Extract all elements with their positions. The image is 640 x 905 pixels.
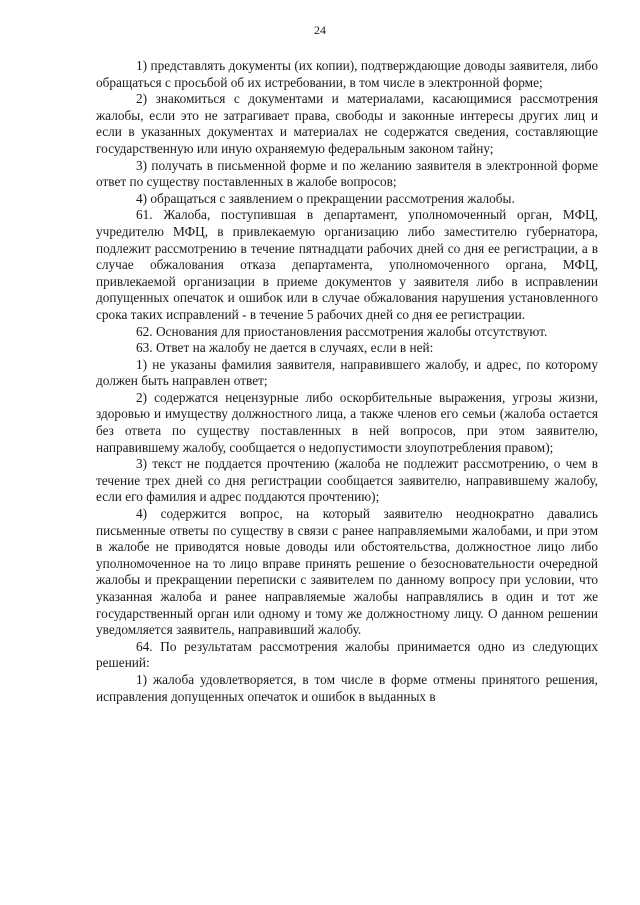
paragraph-3-receive-answer: 3) получать в письменной форме и по желанию заявителя в электронной форме ответ по существу поставленных в жалобе вопросов;	[96, 157, 598, 190]
paragraph-1-documents: 1) представлять документы (их копии), подтверждающие доводы заявителя, либо обращаться с просьбой об их истребовании, в том числе в электронной форме;	[96, 58, 598, 90]
clause-64-item-1: 1) жалоба удовлетворяется, в том числе в форме отмены принятого решения, исправления допущенных опечаток и ошибок в выданных в	[96, 671, 598, 704]
paragraph-2-familiarize: 2) знакомиться с документами и материалами, касающимися рассмотрения жалобы, если это не затрагивает права, свободы и законные интересы других лиц и если в указанных документах и материалах не содержатся сведения, составляющие государственную или иную охраняемую федеральным законом тайну;	[96, 91, 598, 156]
clause-63-item-3: 3) текст не поддается прочтению (жалоба не подлежит рассмотрению, о чем в течение трех дней со дня регистрации сообщается заявителю, направившему жалобу, если его фамилия и адрес поддаются прочтению);	[96, 456, 598, 505]
page-number: 24	[314, 23, 326, 37]
clause-61: 61. Жалоба, поступившая в департамент, уполномоченный орган, МФЦ, учредителю МФЦ, в привлекаемую организацию либо заместителю губернатора, подлежит рассмотрению в течение пятнадцати рабочих дней со дня ее регистрации, а в случае обжалования отказа департамента, уполномоченного органа, МФЦ, привлекаемой организации в приеме документов у заявителя либо в исправлении допущенных опечаток и ошибок или в случае обжалования нарушения установленного срока таких исправлений - в течение 5 рабочих дней со дня ее регистрации.	[96, 207, 598, 322]
clause-64: 64. По результатам рассмотрения жалобы принимается одно из следующих решений:	[96, 638, 598, 671]
clause-63-item-1: 1) не указаны фамилия заявителя, направившего жалобу, и адрес, по которому должен быть направлен ответ;	[96, 356, 598, 389]
clause-63-item-4: 4) содержится вопрос, на который заявителю неоднократно давались письменные ответы по существу в связи с ранее направляемыми жалобами, и при этом в жалобе не приводятся новые доводы или обстоятельства, должностное лицо либо уполномоченное на то лицо вправе принять решение о безосновательности очередной жалобы и прекращении переписки с заявителем по данному вопросу при условии, что указанная жалоба и ранее направляемые жалобы направлялись в один и тот же государственный орган или одному и тому же должностному лицу. О данном решении уведомляется заявитель, направивший жалобу.	[96, 506, 598, 638]
paragraph-4-termination: 4) обращаться с заявлением о прекращении рассмотрения жалобы.	[136, 190, 515, 206]
clause-62: 62. Основания для приостановления рассмотрения жалобы отсутствуют.	[136, 323, 548, 339]
document-body	[96, 58, 598, 705]
clause-63: 63. Ответ на жалобу не дается в случаях, если в ней:	[136, 340, 434, 356]
clause-63-item-2: 2) содержатся нецензурные либо оскорбительные выражения, угрозы жизни, здоровью и имуществу должностного лица, а также членов его семьи (жалоба остается без ответа по существу поставленных в ней вопросов, при этом заявителю, направившему жалобу, сообщается о недопустимости злоупотребления правом);	[96, 389, 598, 455]
